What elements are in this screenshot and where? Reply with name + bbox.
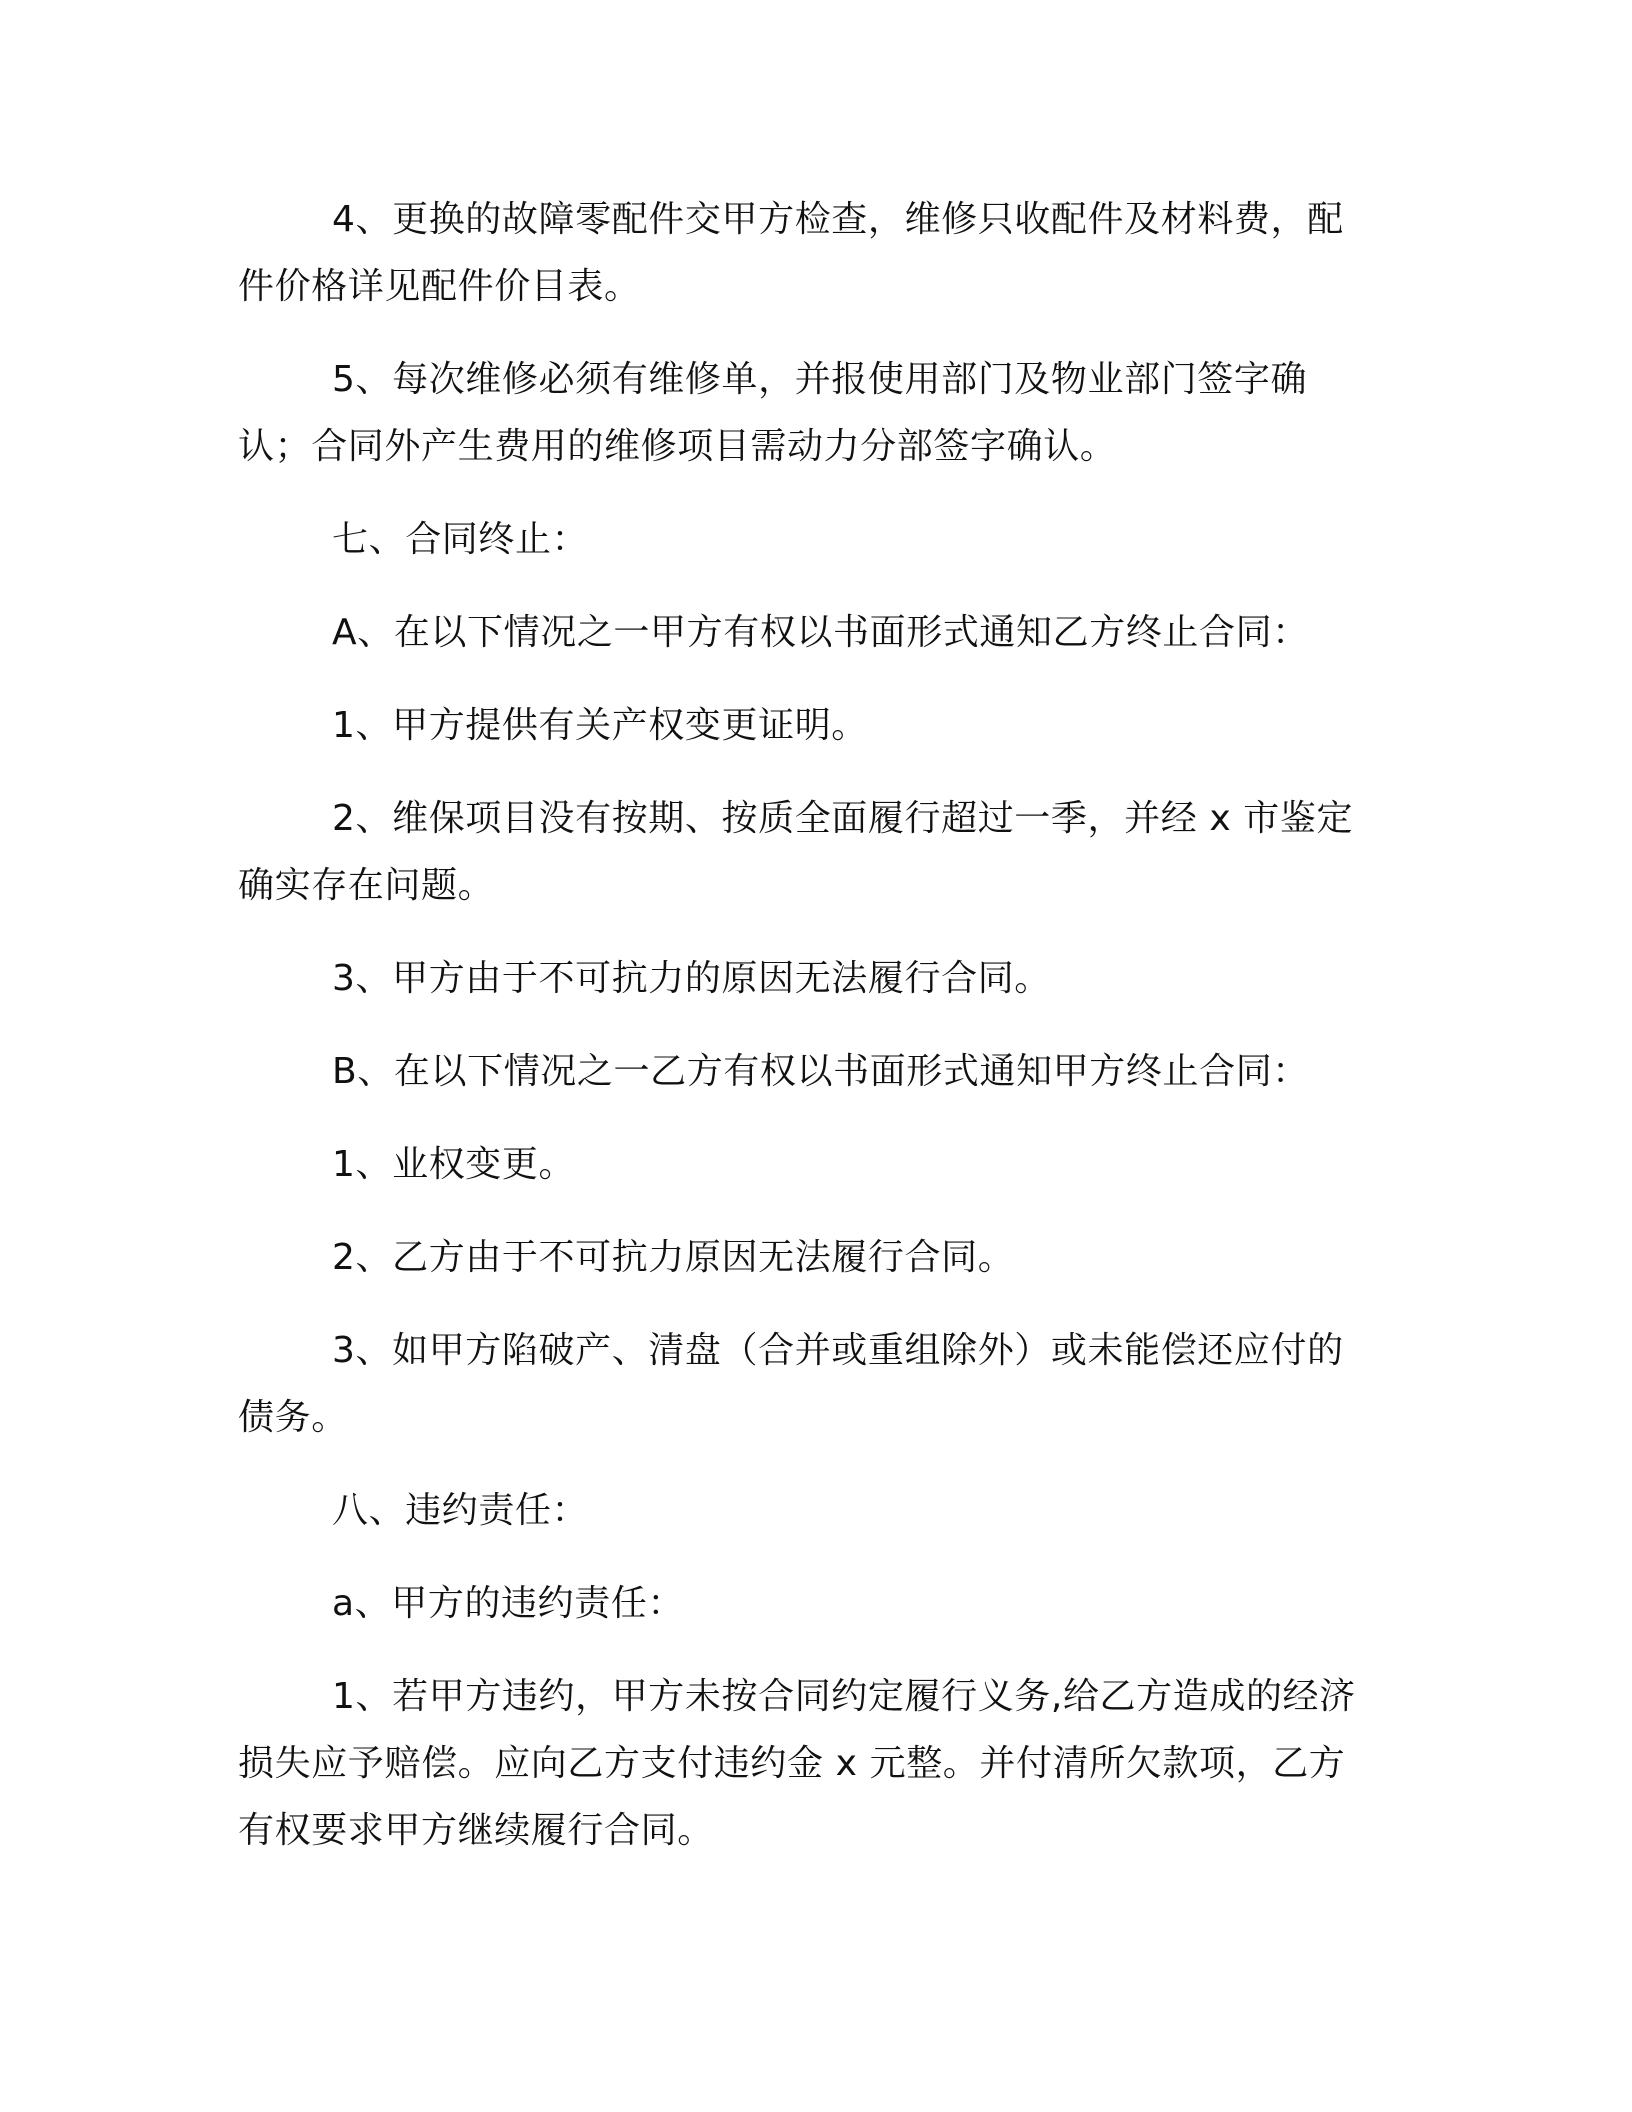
clause-b-item-2: 2、乙方由于不可抗力原因无法履行合同。 (332, 1237, 1015, 1278)
clause-a-item-3: 3、甲方由于不可抗力的原因无法履行合同。 (332, 958, 1051, 999)
breach-item-1: 1、若甲方违约，甲方未按合同约定履行义务,给乙方造成的经济损失应予赔偿。应向乙方支付违约金 x 元整。并付清所欠款项，乙方有权要求甲方继续履行合同。 (238, 1676, 1356, 1851)
clause-b-item-1: 1、业权变更。 (332, 1144, 576, 1185)
section-heading-contract-termination: 七、合同终止： (332, 519, 589, 560)
paragraph-item-4: 4、更换的故障零配件交甲方检查，维修只收配件及材料费，配件价格详见配件价目表。 (238, 199, 1344, 307)
clause-party-a-breach-liability: a、甲方的违约责任： (332, 1583, 685, 1624)
paragraph-item-5: 5、每次维修必须有维修单，并报使用部门及物业部门签字确认；合同外产生费用的维修项目需动力分部签字确认。 (238, 359, 1308, 467)
clause-a-item-1: 1、甲方提供有关产权变更证明。 (332, 705, 868, 746)
section-heading-breach-liability: 八、违约责任： (332, 1490, 589, 1531)
clause-b-item-3: 3、如甲方陷破产、清盘（合并或重组除外）或未能偿还应付的债务。 (238, 1330, 1344, 1438)
document-body (238, 186, 1378, 1890)
clause-b-party-b-termination-rights: B、在以下情况之一乙方有权以书面形式通知甲方终止合同： (332, 1051, 1309, 1092)
clause-a-party-a-termination-rights: A、在以下情况之一甲方有权以书面形式通知乙方终止合同： (332, 612, 1309, 653)
clause-a-item-2: 2、维保项目没有按期、按质全面履行超过一季，并经 x 市鉴定确实存在问题。 (238, 798, 1354, 906)
